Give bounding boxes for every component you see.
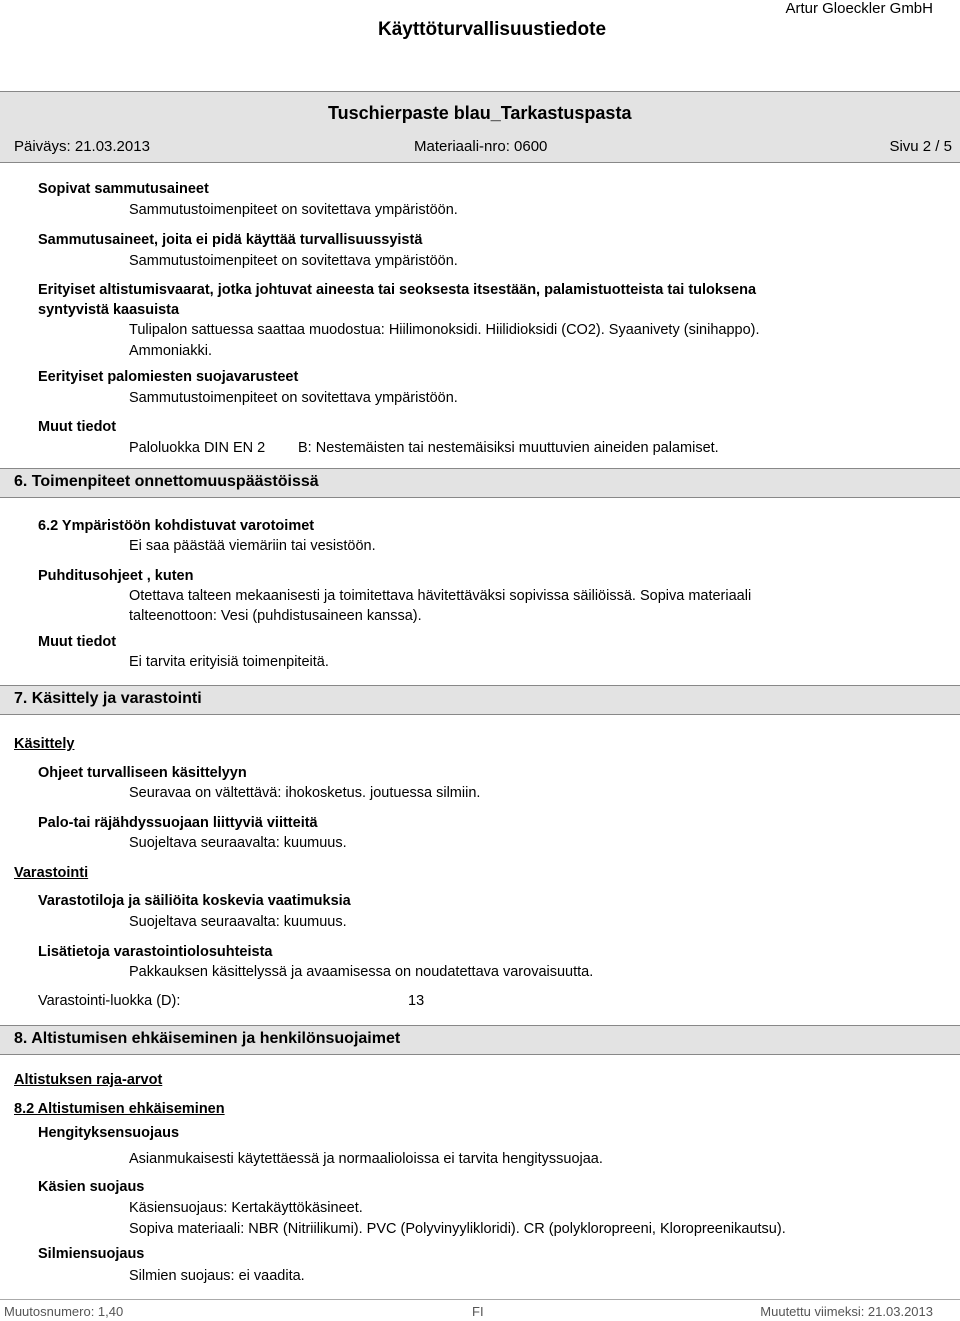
unsuitable-media-label: Sammutusaineet, joita ei pidä käyttää turvallisuussyistä [38,232,423,248]
eye-protection-label: Silmiensuojaus [38,1246,145,1262]
cleanup-text-cont: talteenottoon: Vesi (puhdistusaineen kanssa). [129,608,422,624]
eye-protection-text: Silmien suojaus: ei vaadita. [129,1268,305,1284]
special-hazards-text-cont: Ammoniakki. [129,343,212,359]
firefighter-ppe-text: Sammutustoimenpiteet on sovitettava ympäristöön. [129,390,458,406]
language-code: FI [472,1304,484,1319]
page-number: Sivu 2 / 5 [889,138,952,155]
fire-protection-text: Suojeltava seuraavalta: kuumuus. [129,835,347,851]
document-title: Käyttöturvallisuustiedote [378,19,607,40]
storage-class-value: 13 [408,993,425,1009]
safe-handling-label: Ohjeet turvalliseen käsittelyyn [38,765,247,781]
hand-protection-label: Käsien suojaus [38,1179,145,1195]
storage-heading: Varastointi [14,865,89,881]
storage-info-label: Lisätietoja varastointiolosuhteista [38,944,273,960]
section-6-bar [0,468,960,498]
env-precautions-label: 6.2 Ympäristöön kohdistuvat varotoimet [38,518,315,534]
env-precautions-text: Ei saa päästää viemäriin tai vesistöön. [129,538,376,554]
respiratory-text: Asianmukaisesti käytettäessä ja normaalioloissa ei tarvita hengityssuojaa. [129,1151,603,1167]
other-info-label-6: Muut tiedot [38,634,117,650]
suitable-media-text: Sammutustoimenpiteet on sovitettava ympäristöön. [129,202,458,218]
exposure-controls-heading: 8.2 Altistumisen ehkäiseminen [14,1101,225,1117]
special-hazards-label-cont: syntyvistä kaasuista [38,302,180,318]
special-hazards-text: Tulipalon sattuessa saattaa muodostua: Hiilimonoksidi. Hiilidioksidi (CO2). Syaanivety (sinihappo). [129,322,760,338]
fire-class-label: Paloluokka DIN EN 2 [129,440,266,456]
respiratory-label: Hengityksensuojaus [38,1125,180,1141]
section-7-bar [0,685,960,715]
hand-protection-material: Sopiva materiaali: NBR (Nitriilikumi). PVC (Polyvinyylikloridi). CR (polykloropreeni, Kloropreenikautsu). [129,1221,786,1237]
section-6-title: 6. Toimenpiteet onnettomuuspäästöissä [14,473,319,490]
section-7-title: 7. Käsittely ja varastointi [14,690,202,707]
suitable-media-label: Sopivat sammutusaineet [38,181,209,197]
special-hazards-label: Erityiset altistumisvaarat, jotka johtuvat aineesta tai seoksesta itsestään, palamistuotteista tai tuloksena [38,282,757,298]
product-name: Tuschierpaste blau_Tarkastuspasta [328,103,632,123]
other-info-label: Muut tiedot [38,419,117,435]
hand-protection-text: Käsiensuojaus: Kertakäyttökäsineet. [129,1200,363,1216]
date-label: Päiväys: 21.03.2013 [14,138,150,155]
material-number: Materiaali-nro: 0600 [414,138,548,155]
storage-requirements-label: Varastotiloja ja säiliöita koskevia vaatimuksia [38,893,351,909]
other-info-text-6: Ei tarvita erityisiä toimenpiteitä. [129,654,329,670]
company-name: Artur Gloeckler GmbH [785,0,933,17]
exposure-limits-heading: Altistuksen raja-arvot [14,1072,163,1088]
last-modified: Muutettu viimeksi: 21.03.2013 [760,1304,933,1319]
storage-info-text: Pakkauksen käsittelyssä ja avaamisessa on noudatettava varovaisuutta. [129,964,594,980]
storage-requirements-text: Suojeltava seuraavalta: kuumuus. [129,914,347,930]
handling-heading: Käsittely [14,736,75,752]
footer-divider [0,1299,960,1300]
section-8-bar [0,1025,960,1055]
safe-handling-text: Seuravaa on vältettävä: ihokosketus. joutuessa silmiin. [129,785,481,801]
fire-protection-label: Palo-tai räjähdyssuojaan liittyviä viitteitä [38,815,318,831]
cleanup-label: Puhditusohjeet , kuten [38,568,194,584]
unsuitable-media-text: Sammutustoimenpiteet on sovitettava ympäristöön. [129,253,458,269]
section-8-title: 8. Altistumisen ehkäiseminen ja henkilönsuojaimet [14,1030,401,1047]
fire-class-text: B: Nestemäisten tai nestemäisiksi muuttuvien aineiden palamiset. [298,440,719,456]
storage-class-label: Varastointi-luokka (D): [38,993,181,1009]
revision-number: Muutosnumero: 1,40 [4,1304,124,1319]
firefighter-ppe-label: Eerityiset palomiesten suojavarusteet [38,369,299,385]
cleanup-text: Otettava talteen mekaanisesti ja toimitettava hävitettäväksi sopivissa säiliöissä. Sopiva materiaali [129,588,752,604]
